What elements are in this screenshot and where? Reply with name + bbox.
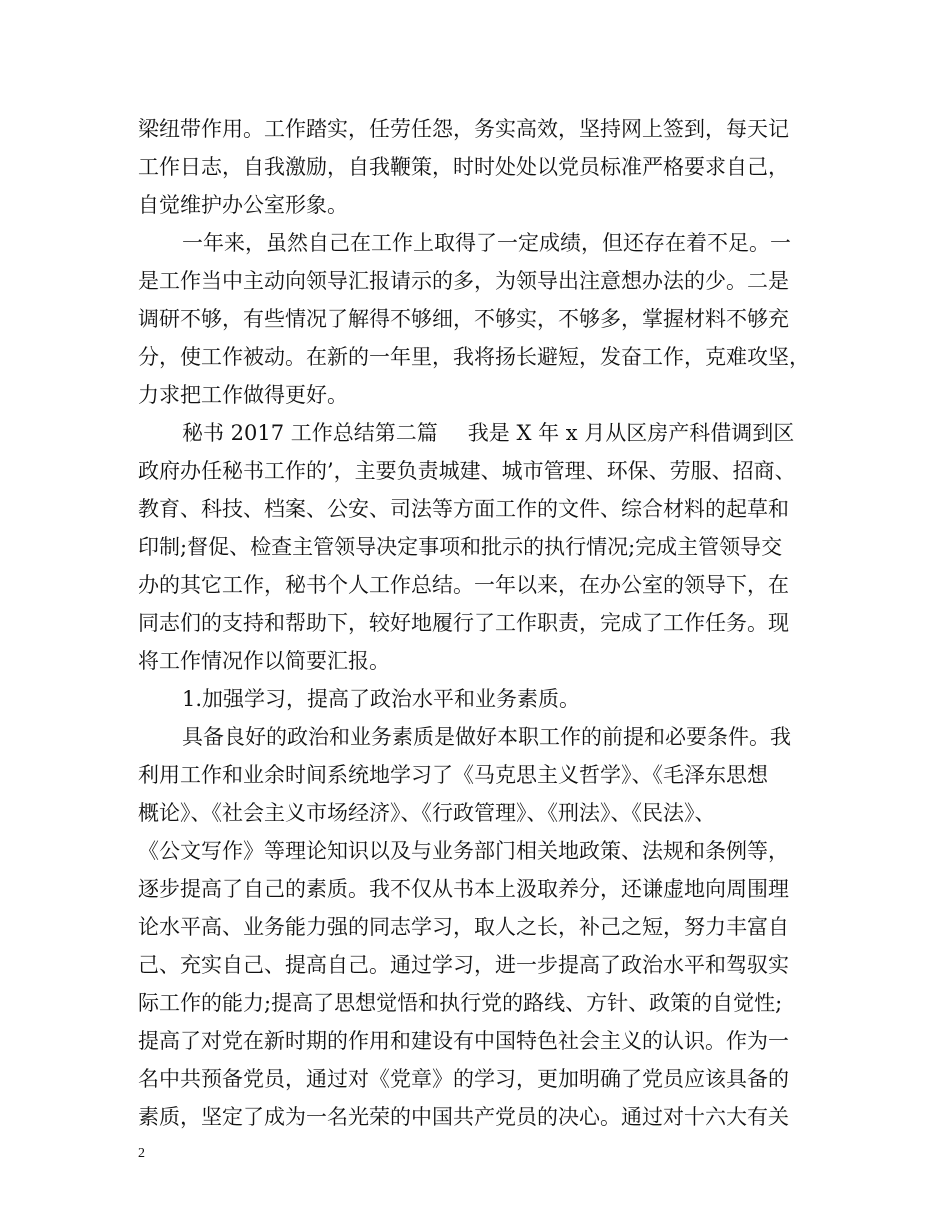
text-line: 将工作情况作以简要汇报。 <box>138 649 390 673</box>
section-intro: 我是 X 年 x 月从区房产科借调到区 <box>467 421 795 445</box>
text-line: 是工作当中主动向领导汇报请示的多，为领导出注意想办法的少。二是 <box>138 269 789 293</box>
text-line: 逐步提高了自己的素质。我不仅从书本上汲取养分，还谦虚地向周围理 <box>138 877 789 901</box>
text-line: 分，使工作被动。在新的一年里，我将扬长避短，发奋工作，克难攻坚， <box>138 345 810 369</box>
text-line: 《公文写作》等理论知识以及与业务部门相关地政策、法规和条例等， <box>138 839 789 863</box>
text-line: 利用工作和业余时间系统地学习了《马克思主义哲学》、《毛泽东思想 <box>138 763 768 787</box>
text-line: 力求把工作做得更好。 <box>138 383 348 407</box>
text-line: 己、充实自己、提高自己。通过学习，进一步提高了政治水平和驾驭实 <box>138 953 789 977</box>
text-line: 印制;督促、检查主管领导决定事项和批示的执行情况;完成主管领导交 <box>138 535 783 559</box>
numbered-heading: 1.加强学习，提高了政治水平和业务素质。 <box>182 687 581 711</box>
text-line: 政府办任秘书工作的’，主要负责城建、城市管理、环保、劳服、招商、 <box>138 459 796 483</box>
text-line: 概论》、《社会主义市场经济》、《行政管理》、《刑法》、《民法》、 <box>138 801 716 825</box>
paragraph-start-line: 具备良好的政治和业务素质是做好本职工作的前提和必要条件。我 <box>182 725 791 749</box>
text-line: 工作日志，自我激励，自我鞭策，时时处处以党员标准严格要求自己， <box>138 155 789 179</box>
text-line: 同志们的支持和帮助下，较好地履行了工作职责，完成了工作任务。现 <box>138 611 789 635</box>
section-title: 秘书 2017 工作总结第二篇 <box>182 421 438 445</box>
text-line: 际工作的能力;提高了思想觉悟和执行党的路线、方针、政策的自觉性; <box>138 991 783 1015</box>
text-line: 提高了对党在新时期的作用和建设有中国特色社会主义的认识。作为一 <box>138 1029 789 1053</box>
text-line: 梁纽带作用。工作踏实，任劳任怨，务实高效，坚持网上签到，每天记 <box>138 117 789 141</box>
body-text <box>138 110 828 1136</box>
text-line: 调研不够，有些情况了解得不够细，不够实，不够多，掌握材料不够充 <box>138 307 789 331</box>
text-line: 办的其它工作，秘书个人工作总结。一年以来，在办公室的领导下，在 <box>138 573 789 597</box>
text-line: 教育、科技、档案、公安、司法等方面工作的文件、综合材料的起草和 <box>138 497 789 521</box>
text-line: 名中共预备党员，通过对《党章》的学习，更加明确了党员应该具备的 <box>138 1067 789 1091</box>
text-line: 论水平高、业务能力强的同志学习，取人之长，补己之短，努力丰富自 <box>138 915 789 939</box>
text-line: 素质，坚定了成为一名光荣的中国共产党员的决心。通过对十六大有关 <box>138 1105 789 1129</box>
paragraph-start-line: 一年来，虽然自己在工作上取得了一定成绩，但还存在着不足。一 <box>182 231 791 255</box>
text-line: 自觉维护办公室形象。 <box>138 193 348 217</box>
section-heading-line <box>138 414 828 452</box>
page-number: 2 <box>138 1146 145 1161</box>
